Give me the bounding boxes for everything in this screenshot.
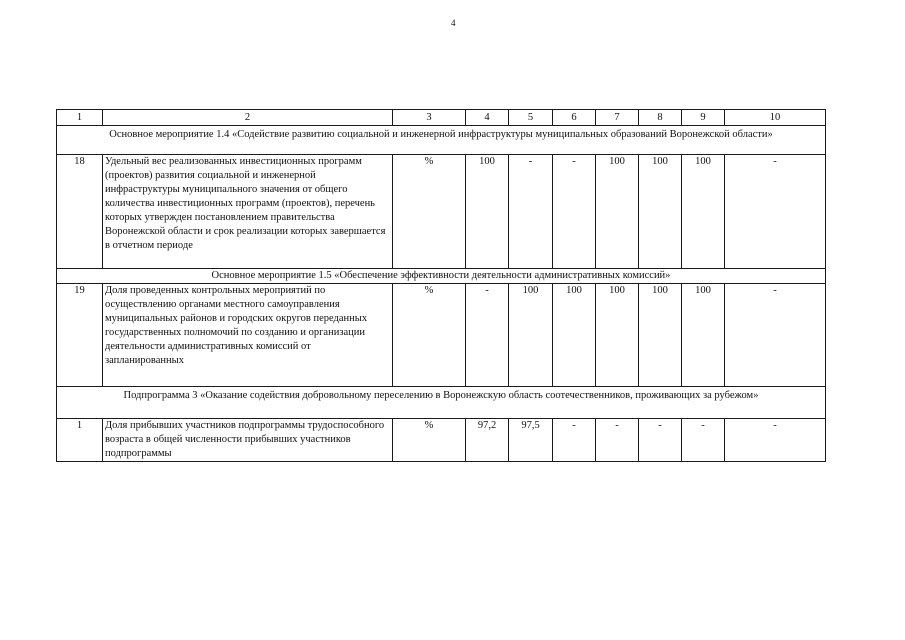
value-cell: 100 bbox=[639, 284, 682, 387]
value-cell: - bbox=[596, 419, 639, 462]
value-cell: 100 bbox=[596, 284, 639, 387]
table-row bbox=[57, 155, 826, 269]
value-cell: 100 bbox=[553, 284, 596, 387]
row-number: 19 bbox=[57, 284, 103, 387]
page-number: 4 bbox=[451, 18, 456, 28]
row-number: 18 bbox=[57, 155, 103, 269]
column-number: 6 bbox=[553, 110, 596, 126]
column-number: 3 bbox=[393, 110, 466, 126]
section-heading: Основное мероприятие 1.4 «Содействие развитию социальной и инженерной инфраструктуры муниципальных образований Воронежской области» bbox=[57, 126, 826, 155]
value-cell: 100 bbox=[596, 155, 639, 269]
value-cell: 97,5 bbox=[509, 419, 553, 462]
section-heading-row bbox=[57, 126, 826, 155]
unit-cell: % bbox=[393, 419, 466, 462]
value-cell: - bbox=[509, 155, 553, 269]
value-cell: 100 bbox=[509, 284, 553, 387]
value-cell: - bbox=[725, 284, 826, 387]
section-heading-row bbox=[57, 269, 826, 284]
value-cell: - bbox=[553, 155, 596, 269]
value-cell: - bbox=[725, 419, 826, 462]
value-cell: - bbox=[553, 419, 596, 462]
column-number: 10 bbox=[725, 110, 826, 126]
table-row bbox=[57, 419, 826, 462]
column-number: 8 bbox=[639, 110, 682, 126]
section-heading-row bbox=[57, 387, 826, 419]
column-number: 1 bbox=[57, 110, 103, 126]
row-number: 1 bbox=[57, 419, 103, 462]
indicators-table bbox=[56, 109, 826, 462]
value-cell: 100 bbox=[466, 155, 509, 269]
section-heading: Основное мероприятие 1.5 «Обеспечение эффективности деятельности административных комиссий» bbox=[57, 269, 826, 284]
column-number: 2 bbox=[103, 110, 393, 126]
value-cell: 100 bbox=[682, 155, 725, 269]
value-cell: 100 bbox=[682, 284, 725, 387]
table-row bbox=[57, 284, 826, 387]
value-cell: - bbox=[466, 284, 509, 387]
section-heading: Подпрограмма 3 «Оказание содействия добровольному переселению в Воронежскую область соотечественников, проживающих за рубежом» bbox=[57, 387, 826, 419]
column-number: 5 bbox=[509, 110, 553, 126]
value-cell: 100 bbox=[639, 155, 682, 269]
value-cell: - bbox=[639, 419, 682, 462]
indicator-description: Доля прибывших участников подпрограммы трудоспособного возраста в общей численности прибывших участников подпрограммы bbox=[103, 419, 393, 462]
value-cell: - bbox=[682, 419, 725, 462]
column-number-row bbox=[57, 110, 826, 126]
column-number: 9 bbox=[682, 110, 725, 126]
unit-cell: % bbox=[393, 155, 466, 269]
value-cell: - bbox=[725, 155, 826, 269]
column-number: 7 bbox=[596, 110, 639, 126]
value-cell: 97,2 bbox=[466, 419, 509, 462]
unit-cell: % bbox=[393, 284, 466, 387]
column-number: 4 bbox=[466, 110, 509, 126]
indicator-description: Доля проведенных контрольных мероприятий по осуществлению органами местного самоуправления муниципальных районов и городских округов переданных государственных полномочий по созданию и организации деятельности административных комиссий от запланированных bbox=[103, 284, 393, 387]
indicator-description: Удельный вес реализованных инвестиционных программ (проектов) развития социальной и инженерной инфраструктуры муниципального значения от общего количества инвестиционных программ (проектов), перечень которых утвержден постановлением правительства Воронежской области и срок реализации которых завершается в отчетном периоде bbox=[103, 155, 393, 269]
